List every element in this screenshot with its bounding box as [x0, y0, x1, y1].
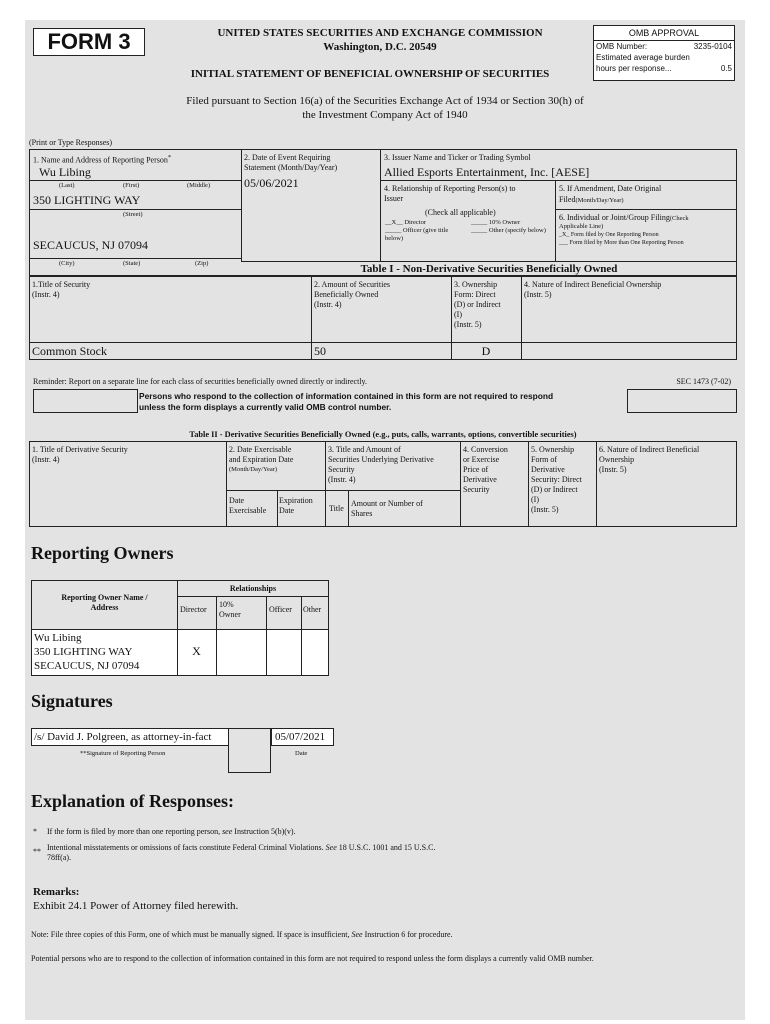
box5-label-1: 5. If Amendment, Date Original: [559, 184, 662, 193]
signatures-heading: Signatures: [31, 691, 113, 711]
owners-col-name: Reporting Owner Name / Address: [61, 593, 148, 612]
reporting-owners-heading: Reporting Owners: [31, 543, 174, 563]
table1-row-amount: 50: [314, 344, 326, 358]
owners-col-director: Director: [180, 605, 207, 614]
owners-col-other: Other: [303, 605, 322, 614]
remarks-text: Exhibit 24.1 Power of Attorney filed herewith.: [33, 900, 239, 912]
sec-code: SEC 1473 (7-02): [676, 377, 731, 386]
date-label: Date: [295, 750, 308, 757]
table2-col3a: Title: [329, 504, 344, 513]
owners-col-ten: 10% Owner: [219, 600, 241, 619]
box2-label-1: 2. Date of Event Requiring: [244, 153, 331, 162]
file-copies-note: Note: File three copies of this Form, one of which must be manually signed. If space is insufficient, See Instruction 6 for procedure.: [31, 930, 453, 939]
omb-number-label: OMB Number:: [596, 42, 648, 51]
reminder-text: Reminder: Report on a separate line for each class of securities beneficially owned directly or indirectly.: [33, 377, 368, 386]
table2-col4: 4. Conversion or Exercise Price of Derivative Security: [463, 445, 508, 494]
officer-checkbox[interactable]: _____ Officer (give title below): [385, 227, 449, 242]
box5-label-2: Filed(Month/Day/Year): [559, 195, 624, 204]
notice-left-box: [33, 389, 138, 413]
last-label: (Last): [59, 182, 75, 189]
owners-col-relationships: Relationships: [229, 584, 277, 593]
table2-col2b: Expiration Date: [279, 496, 313, 515]
reporting-person-city: SECAUCUS, NJ 07094: [33, 238, 149, 252]
reporting-person-name: Wu Libing: [39, 165, 91, 179]
table2-col6: 6. Nature of Indirect Beneficial Ownership (Instr. 5): [599, 445, 700, 474]
check-all-label: (Check all applicable): [425, 208, 496, 217]
issuer-name: Allied Esports Entertainment, Inc. [AESE]: [384, 165, 590, 179]
explanation-heading: Explanation of Responses:: [31, 791, 235, 811]
omb-approval-box: [593, 25, 735, 81]
table1-title: Table I - Non-Derivative Securities Beneficially Owned: [360, 263, 618, 275]
other-checkbox[interactable]: _____ Other (specify below): [471, 227, 546, 234]
filed-line-2: the Investment Company Act of 1940: [302, 109, 468, 121]
table2-col2: 2. Date Exercisable and Expiration Date: [229, 445, 294, 464]
filing-option-one[interactable]: _X_ Form filed by One Reporting Person: [559, 232, 659, 238]
omb-title: OMB APPROVAL: [628, 28, 700, 38]
box4-label-1: 4. Relationship of Reporting Person(s) to: [384, 184, 516, 193]
signature-label: **Signature of Reporting Person: [80, 750, 166, 757]
table2-col3: 3. Title and Amount of Securities Underlying Derivative Security (Instr. 4): [328, 445, 434, 484]
owner-director-mark: X: [192, 644, 201, 658]
print-note: (Print or Type Responses): [29, 138, 113, 147]
street-label: (Street): [123, 211, 143, 218]
form-title: INITIAL STATEMENT OF BENEFICIAL OWNERSHIP OF SECURITIES: [190, 68, 550, 80]
box4-label-2: Issuer: [384, 194, 404, 203]
box2-label-2: Statement (Month/Day/Year): [244, 163, 338, 172]
persons-notice-2: unless the form displays a currently valid OMB control number.: [139, 402, 392, 412]
zip-label: (Zip): [195, 260, 209, 267]
filed-line-1: Filed pursuant to Section 16(a) of the Securities Exchange Act of 1934 or Section 30(h) of: [186, 95, 584, 107]
table2-col2a: Date Exercisable: [229, 496, 267, 515]
box3-label: 3. Issuer Name and Ticker or Trading Symbol: [384, 153, 531, 162]
box1-marker: *: [167, 154, 172, 161]
note-star: *: [33, 827, 37, 836]
filing-option-more[interactable]: ___ Form filed by More than One Reporting Person: [559, 240, 684, 246]
city-label: (City): [59, 260, 75, 267]
signature-text: /s/ David J. Polgreen, as attorney-in-fact: [34, 731, 212, 743]
owners-col-officer: Officer: [269, 605, 292, 614]
reporting-person-street: 350 LIGHTING WAY: [33, 193, 141, 207]
agency-name: UNITED STATES SECURITIES AND EXCHANGE COMMISSION: [217, 27, 543, 39]
table2-col1: 1. Title of Derivative Security (Instr. 4): [32, 445, 128, 464]
remarks-heading: Remarks:: [33, 886, 80, 898]
first-label: (First): [123, 182, 140, 189]
box1-label: 1. Name and Address of Reporting Person*: [33, 154, 172, 165]
table1-row-form: D: [481, 344, 491, 358]
form-label: FORM 3: [33, 28, 145, 56]
table2-col3b: Amount or Number of Shares: [351, 499, 423, 518]
table1-col1: 1.Title of Security (Instr. 4): [32, 280, 91, 299]
omb-burden-label-1: Estimated average burden: [596, 53, 690, 62]
potential-persons-note: Potential persons who are to respond to the collection of information contained in this form are not required to respond unless the form displays a currently valid OMB number.: [31, 954, 594, 963]
table1-row-title: Common Stock: [32, 344, 108, 358]
omb-number-value: 3235-0104: [693, 42, 732, 51]
note-double-star: **: [33, 847, 41, 856]
table2-col2-small: (Month/Day/Year): [229, 466, 278, 473]
omb-burden-label-2: hours per response...: [596, 64, 672, 73]
state-label: (State): [123, 260, 141, 267]
persons-notice-1: Persons who respond to the collection of information contained in this form are not required to respond: [139, 391, 554, 401]
signature-spacer-box: [228, 728, 271, 773]
note-double-star-text: Intentional misstatements or omissions of facts constitute Federal Criminal Violations. See 18 U.S.C. 1001 and 15 U.S.C.: [47, 843, 436, 852]
middle-label: (Middle): [187, 182, 211, 189]
director-checkbox[interactable]: __X__ Director: [385, 219, 426, 226]
box6-label-1: 6. Individual or Joint/Group Filing(Check: [559, 213, 689, 222]
form-page: [25, 20, 745, 1020]
signature-date: 05/07/2021: [275, 731, 326, 743]
event-date: 05/06/2021: [244, 176, 299, 190]
omb-burden-value: 0.5: [720, 64, 732, 73]
box6-label-2: Applicable Line): [559, 223, 604, 230]
notice-right-box: [627, 389, 737, 413]
note-double-star-line2: 78ff(a).: [47, 853, 72, 862]
owner-name-address: Wu Libing 350 LIGHTING WAY SECAUCUS, NJ 07094: [34, 632, 140, 672]
table1-col3: 3. Ownership Form: Direct (D) or Indirect (I) (Instr. 5): [454, 280, 501, 329]
note-star-text: If the form is filed by more than one reporting person, see Instruction 5(b)(v).: [47, 827, 296, 836]
table1-col4: 4. Nature of Indirect Beneficial Ownership (Instr. 5): [524, 280, 662, 299]
table1-col2: 2. Amount of Securities Beneficially Owned (Instr. 4): [314, 280, 390, 309]
ten-percent-checkbox[interactable]: _____ 10% Owner: [471, 219, 521, 226]
table2-col5: 5. Ownership Form of Derivative Security: Direct (D) or Indirect (I) (Instr. 5): [531, 445, 582, 514]
table2-title: Table II - Derivative Securities Beneficially Owned (e.g., puts, calls, warrants, options, convertible securities): [189, 430, 577, 439]
agency-location: Washington, D.C. 20549: [323, 41, 437, 53]
